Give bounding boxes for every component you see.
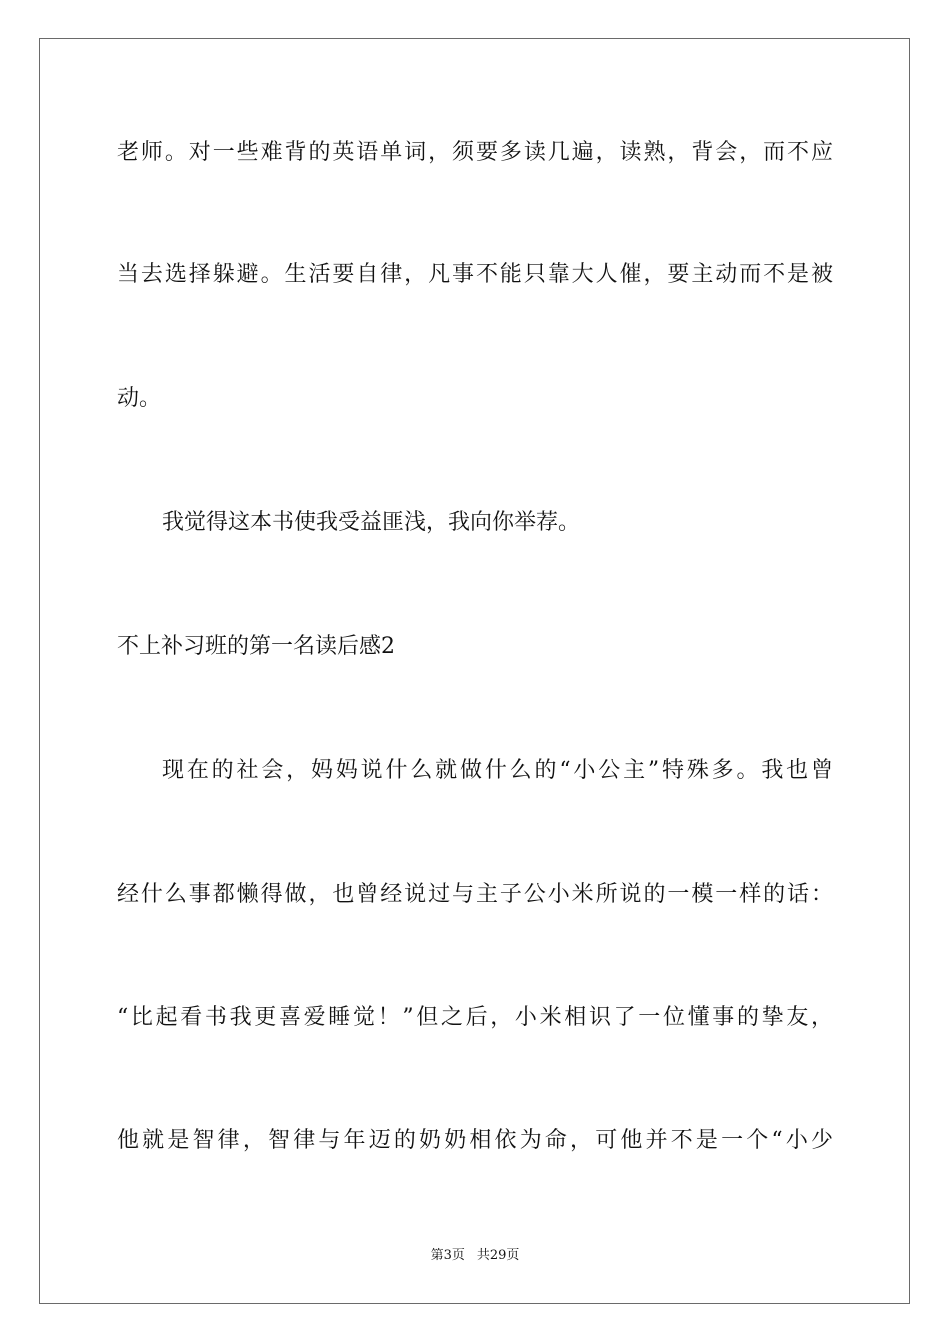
body-text-line: 经什么事都懒得做，也曾经说过与主子公小米所说的一模一样的话：	[117, 882, 833, 907]
page-total: 共29页	[476, 1248, 520, 1263]
page-number: 第3页	[430, 1248, 465, 1263]
page-frame	[39, 38, 910, 1304]
body-text-line: 现在的社会，妈妈说什么就做什么的“小公主”特殊多。我也曾	[162, 758, 833, 783]
body-text-line: 我觉得这本书使我受益匪浅，我向你举荐。	[162, 510, 581, 535]
body-text-line: 当去选择躲避。生活要自律，凡事不能只靠大人催，要主动而不是被	[117, 262, 833, 287]
section-heading: 不上补习班的第一名读后感2	[117, 634, 395, 659]
body-text-line: “比起看书我更喜爱睡觉！”但之后，小米相识了一位懂事的挚友，	[117, 1005, 833, 1030]
body-text-line: 动。	[117, 386, 162, 411]
page-footer	[0, 1248, 950, 1264]
body-text-line: 老师。对一些难背的英语单词，须要多读几遍，读熟，背会，而不应	[117, 140, 833, 165]
body-text-line: 他就是智律，智律与年迈的奶奶相依为命，可他并不是一个“小少	[117, 1128, 833, 1153]
